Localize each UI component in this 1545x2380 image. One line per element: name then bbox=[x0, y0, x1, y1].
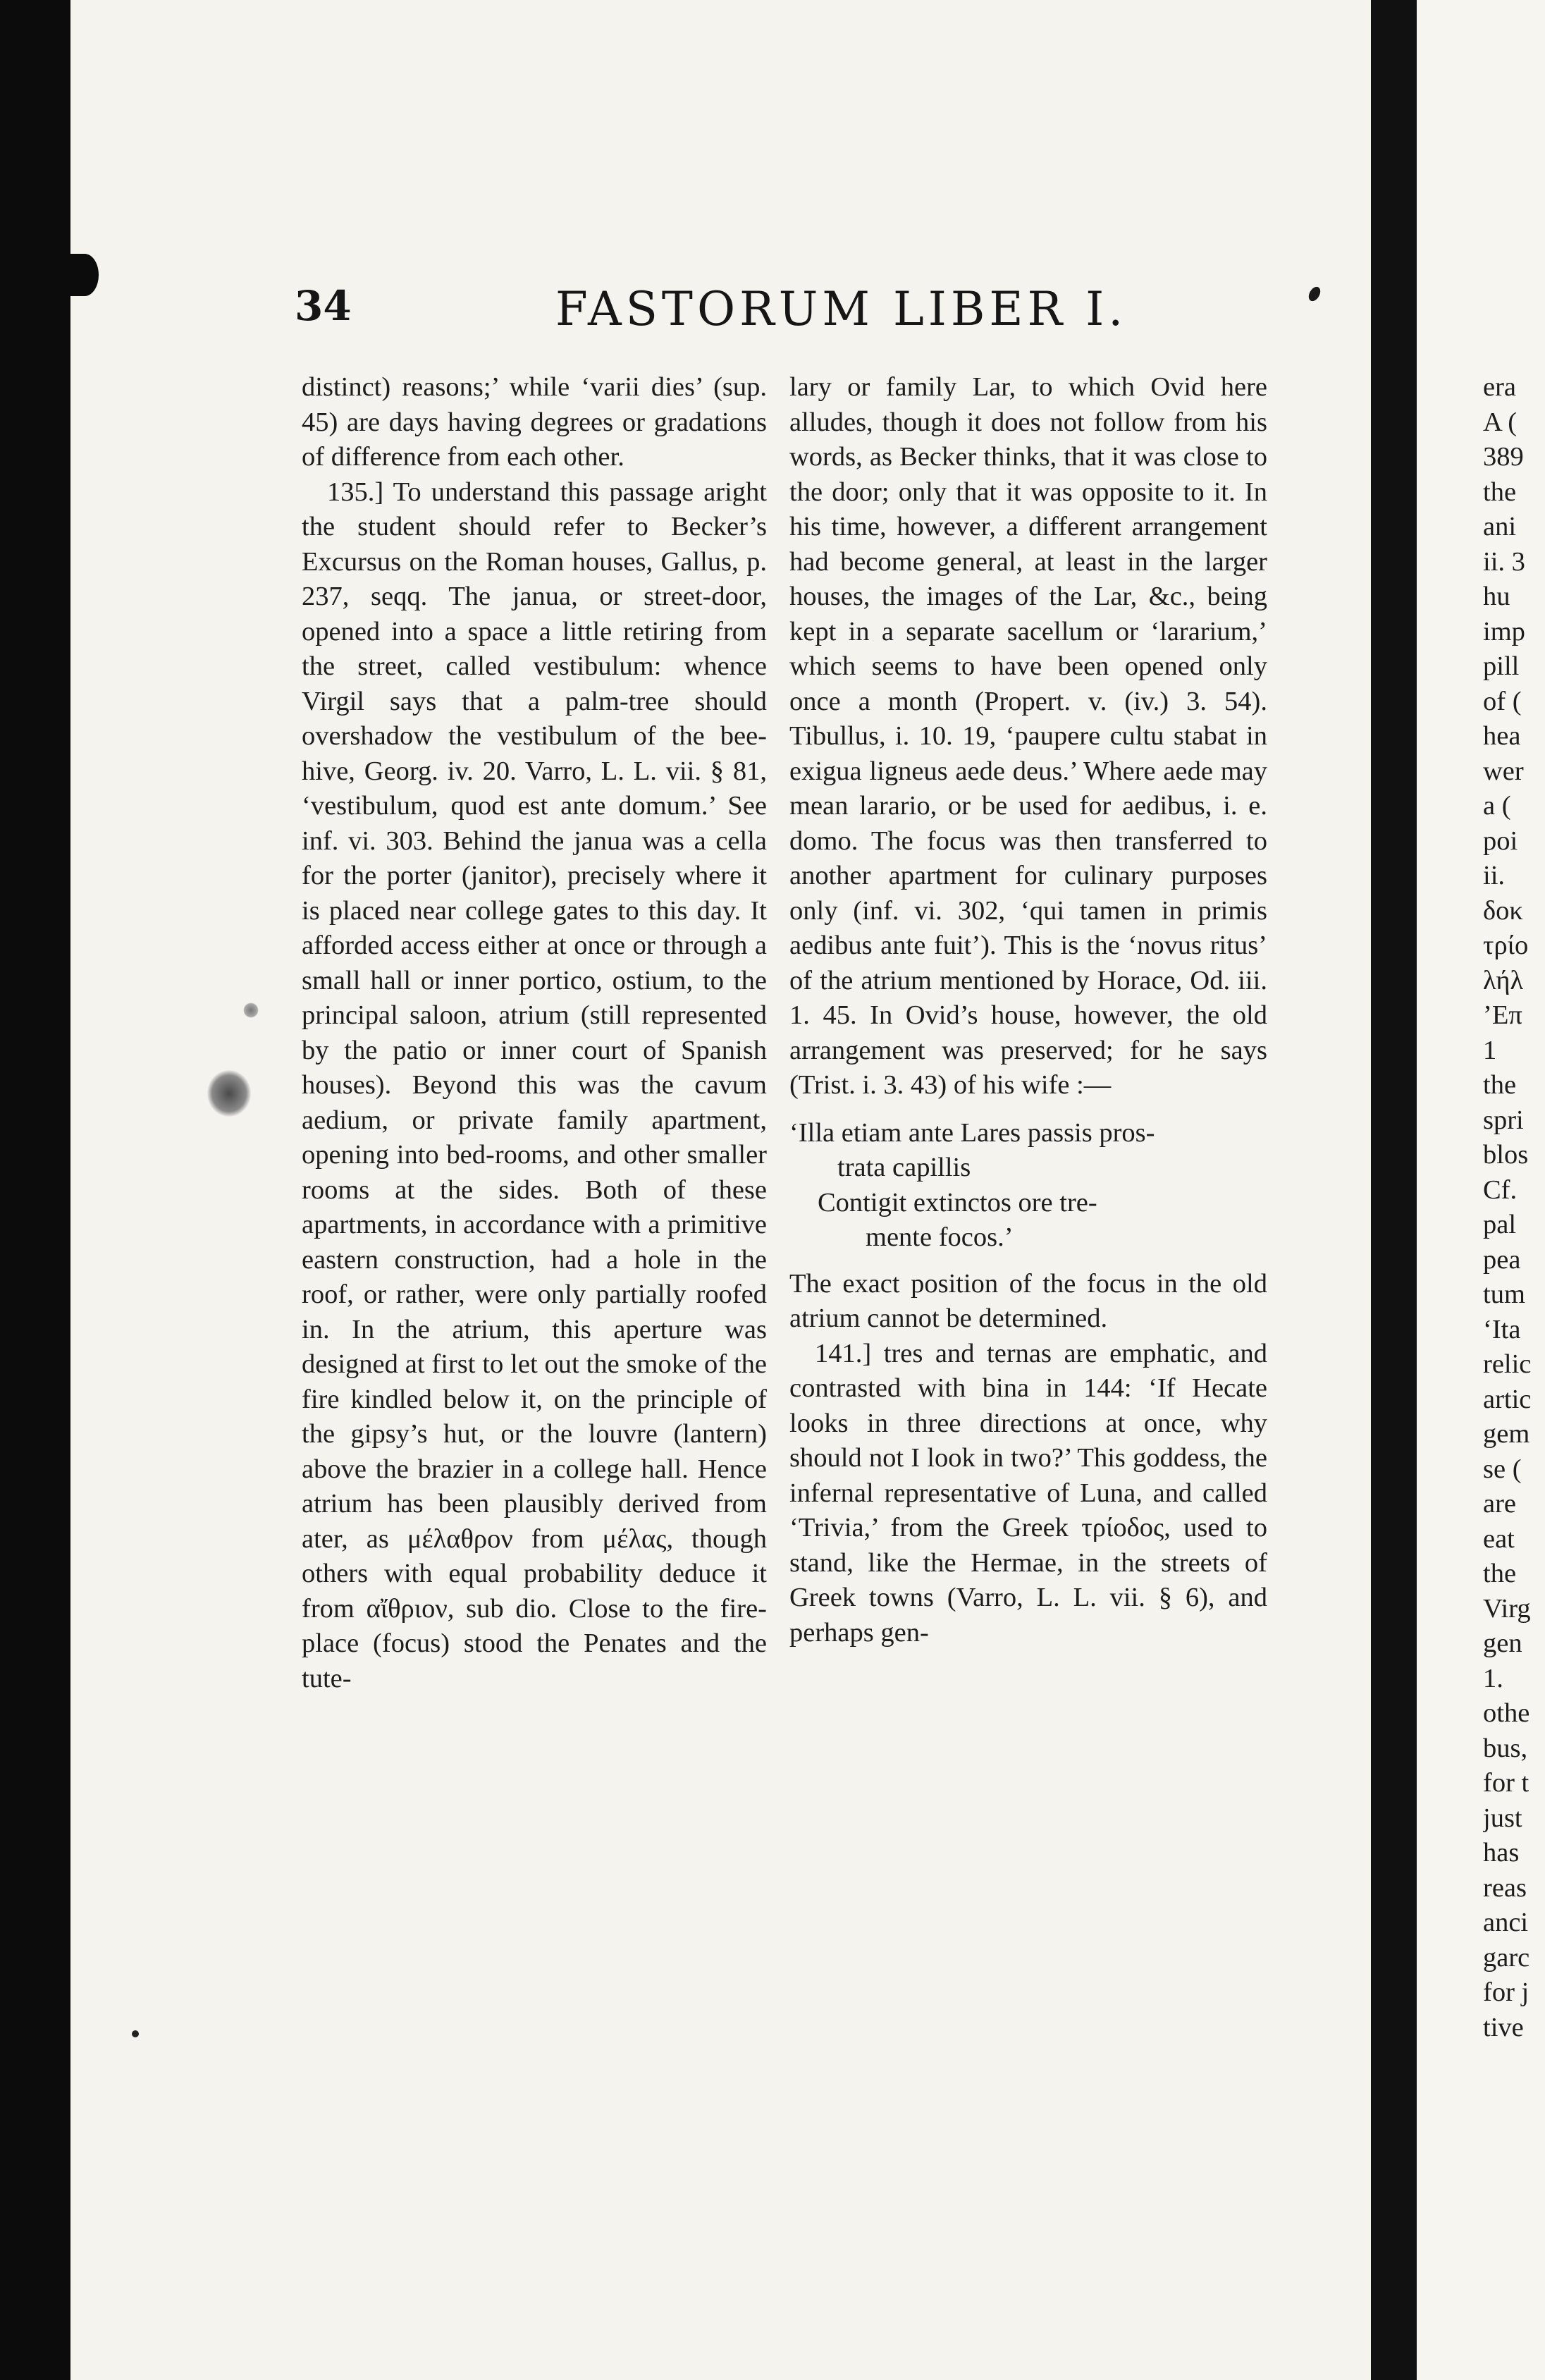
facing-page-fragment: ii. 3 bbox=[1483, 546, 1525, 577]
facing-page-fragment: bus, bbox=[1483, 1733, 1528, 1763]
facing-page-fragment: for j bbox=[1483, 1977, 1529, 2007]
facing-page-fragment: relic bbox=[1483, 1349, 1532, 1379]
facing-page-fragment: ii. bbox=[1483, 861, 1506, 890]
facing-page-fragment: Virg bbox=[1483, 1593, 1531, 1624]
facing-page-fragment: the bbox=[1483, 1070, 1517, 1100]
facing-page-fragment: 389 bbox=[1483, 442, 1524, 472]
facing-page-fragment: se ( bbox=[1483, 1454, 1522, 1484]
facing-page-fragment: blos bbox=[1483, 1140, 1529, 1170]
facing-page-fragment: spri bbox=[1483, 1105, 1524, 1135]
facing-page-fragment: anci bbox=[1483, 1908, 1529, 1937]
facing-page-fragment: poi bbox=[1483, 826, 1518, 856]
facing-page-fragment: λήλ bbox=[1483, 965, 1524, 995]
facing-page-fragment: reas bbox=[1483, 1872, 1527, 1903]
facing-page-fragment: 1. bbox=[1483, 1663, 1503, 1693]
facing-page-fragment: the bbox=[1483, 477, 1517, 507]
facing-page-fragment: era bbox=[1483, 372, 1516, 402]
facing-page-fragment: the bbox=[1483, 1559, 1517, 1588]
facing-page-fragment: pill bbox=[1483, 651, 1520, 681]
facing-page-fragment: Cf. bbox=[1483, 1174, 1518, 1205]
facing-page-text bbox=[1483, 370, 1545, 2045]
facing-page-fragment: of ( bbox=[1483, 686, 1522, 716]
facing-page-fragment: tive bbox=[1483, 2012, 1524, 2042]
facing-page-fragment: τρίο bbox=[1483, 931, 1529, 960]
facing-page-fragment: hu bbox=[1483, 582, 1510, 611]
facing-page-fragment: A ( bbox=[1483, 407, 1518, 437]
running-head bbox=[295, 282, 1338, 338]
facing-page-fragment: gen bbox=[1483, 1628, 1522, 1658]
facing-page-fragment: just bbox=[1483, 1803, 1522, 1833]
facing-page-fragment: pal bbox=[1483, 1210, 1517, 1239]
facing-page-fragment: imp bbox=[1483, 616, 1525, 646]
paragraph: distinct) reasons;’ while ‘varii dies’ (sup. 45) are days having degrees or gradations of difference from each other. bbox=[302, 372, 767, 472]
facing-page-fragment: garc bbox=[1483, 1942, 1530, 1973]
facing-page-fragment: wer bbox=[1483, 756, 1524, 786]
text-column-left bbox=[302, 370, 767, 1696]
facing-page-fragment: eat bbox=[1483, 1523, 1515, 1554]
text-column-right bbox=[789, 370, 1267, 1650]
paragraph: lary or family Lar, to which Ovid here alludes, though it does not follow from his words, as Becker thinks, that it was close to the door; only that it was opposite to it. In his time, however, a different arrangement had become general, at least in the larger houses, the images of the Lar, &c., being kept in a separate sacellum or ‘lararium,’ which seems to have been opened only once a month (Propert. v. (iv.) 3. 54). Tibullus, i. 10. 19, ‘paupere cultu stabat in exigua ligneus aede deus.’ Where aede may mean larario, or be used for aedibus, i. e. domo. The focus was then transferred to another apartment for culinary purposes only (inf. vi. 302, ‘qui tamen in primis aedibus ante fuit’). This is the ‘novus ritus’ of the atrium mentioned by Horace, Od. iii. 1. 45. In Ovid’s house, however, the old arrangement was preserved; for he says (Trist. i. 3. 43) of his wife :— bbox=[789, 372, 1267, 1100]
facing-page-fragment: has bbox=[1483, 1838, 1520, 1867]
page-gutter bbox=[1371, 0, 1417, 2380]
facing-page-fragment: tum bbox=[1483, 1280, 1525, 1309]
ink-dot bbox=[132, 2030, 139, 2037]
facing-page-fragment: othe bbox=[1483, 1698, 1530, 1728]
verse-line: Contigit extinctos ore tre- bbox=[818, 1187, 1097, 1217]
facing-page-fragment: are bbox=[1483, 1489, 1516, 1519]
facing-page-fragment: δοκ bbox=[1483, 895, 1523, 926]
facing-page-fragment: ‘Ita bbox=[1483, 1314, 1521, 1344]
page-number: 34 bbox=[295, 282, 352, 330]
verse-line: mente focos.’ bbox=[866, 1222, 1014, 1252]
ink-blot bbox=[207, 1070, 251, 1117]
facing-page-fragment: a ( bbox=[1483, 791, 1511, 821]
paragraph: 141.] tres and ternas are emphatic, and contrasted with bina in 144: ‘If Hecate looks in three directions at once, why should not I look in two?’ This goddess, the infernal representative of Luna, and called ‘Trivia,’ from the Greek τρίοδος, used to stand, like the Hermae, in the streets of Greek towns (Varro, L. L. vii. § 6), and perhaps gen- bbox=[789, 1338, 1267, 1648]
facing-page-fragment: ani bbox=[1483, 512, 1517, 541]
ink-blot bbox=[243, 1002, 259, 1018]
facing-page-fragment: for t bbox=[1483, 1768, 1529, 1798]
ink-speck bbox=[1306, 285, 1322, 303]
verse-quotation bbox=[789, 1116, 1267, 1256]
verse-line: ‘Illa etiam ante Lares passis pros- bbox=[789, 1117, 1155, 1148]
facing-page-fragment: artic bbox=[1483, 1384, 1532, 1414]
facing-page-fragment: gem bbox=[1483, 1419, 1530, 1449]
facing-page-fragment: pea bbox=[1483, 1244, 1521, 1275]
page-edge-shadow bbox=[70, 254, 99, 296]
facing-page-fragment: 1 bbox=[1483, 1035, 1497, 1065]
facing-page-fragment: hea bbox=[1483, 721, 1521, 751]
paragraph: The exact position of the focus in the old atrium cannot be determined. bbox=[789, 1268, 1267, 1333]
paragraph: 135.] To understand this passage aright the student should refer to Becker’s Excursus on the Roman houses, Gallus, p. 237, seqq. The janua, or street-door, opened into a space a little retiring from the street, called vestibulum: whence Virgil says that a palm-tree should overshadow the vestibulum of the bee-hive, Georg. iv. 20. Varro, L. L. vii. § 81, ‘vestibulum, quod est ante domum.’ See inf. vi. 303. Behind the janua was a cella for the porter (janitor), precisely where it is placed near college gates to this day. It afforded access either at once or through a small hall or inner portico, ostium, to the principal saloon, atrium (still represented by the patio or inner court of Spanish houses). Beyond this was the cavum aedium, or private family apartment, opening into bed-rooms, and other smaller rooms at the sides. Both of these apartments, in accordance with a primitive eastern construction, had a hole in the roof, or rather, were only partially roofed in. In the atrium, this aperture was designed at first to let out the smoke of the fire kindled below it, on the principle of the gipsy’s hut, or the louvre (lantern) above the brazier in a college hall. Hence atrium has been plausibly derived from ater, as μέλαθρον from μέλας, though others with equal probability deduce it from αἴθριον, sub dio. Close to the fire-place (focus) stood the Penates and the tute- bbox=[302, 477, 767, 1693]
verse-line: trata capillis bbox=[837, 1153, 971, 1182]
facing-page-fragment: ’Επ bbox=[1483, 1000, 1522, 1030]
header-title: FASTORUM LIBER I. bbox=[555, 282, 1128, 336]
